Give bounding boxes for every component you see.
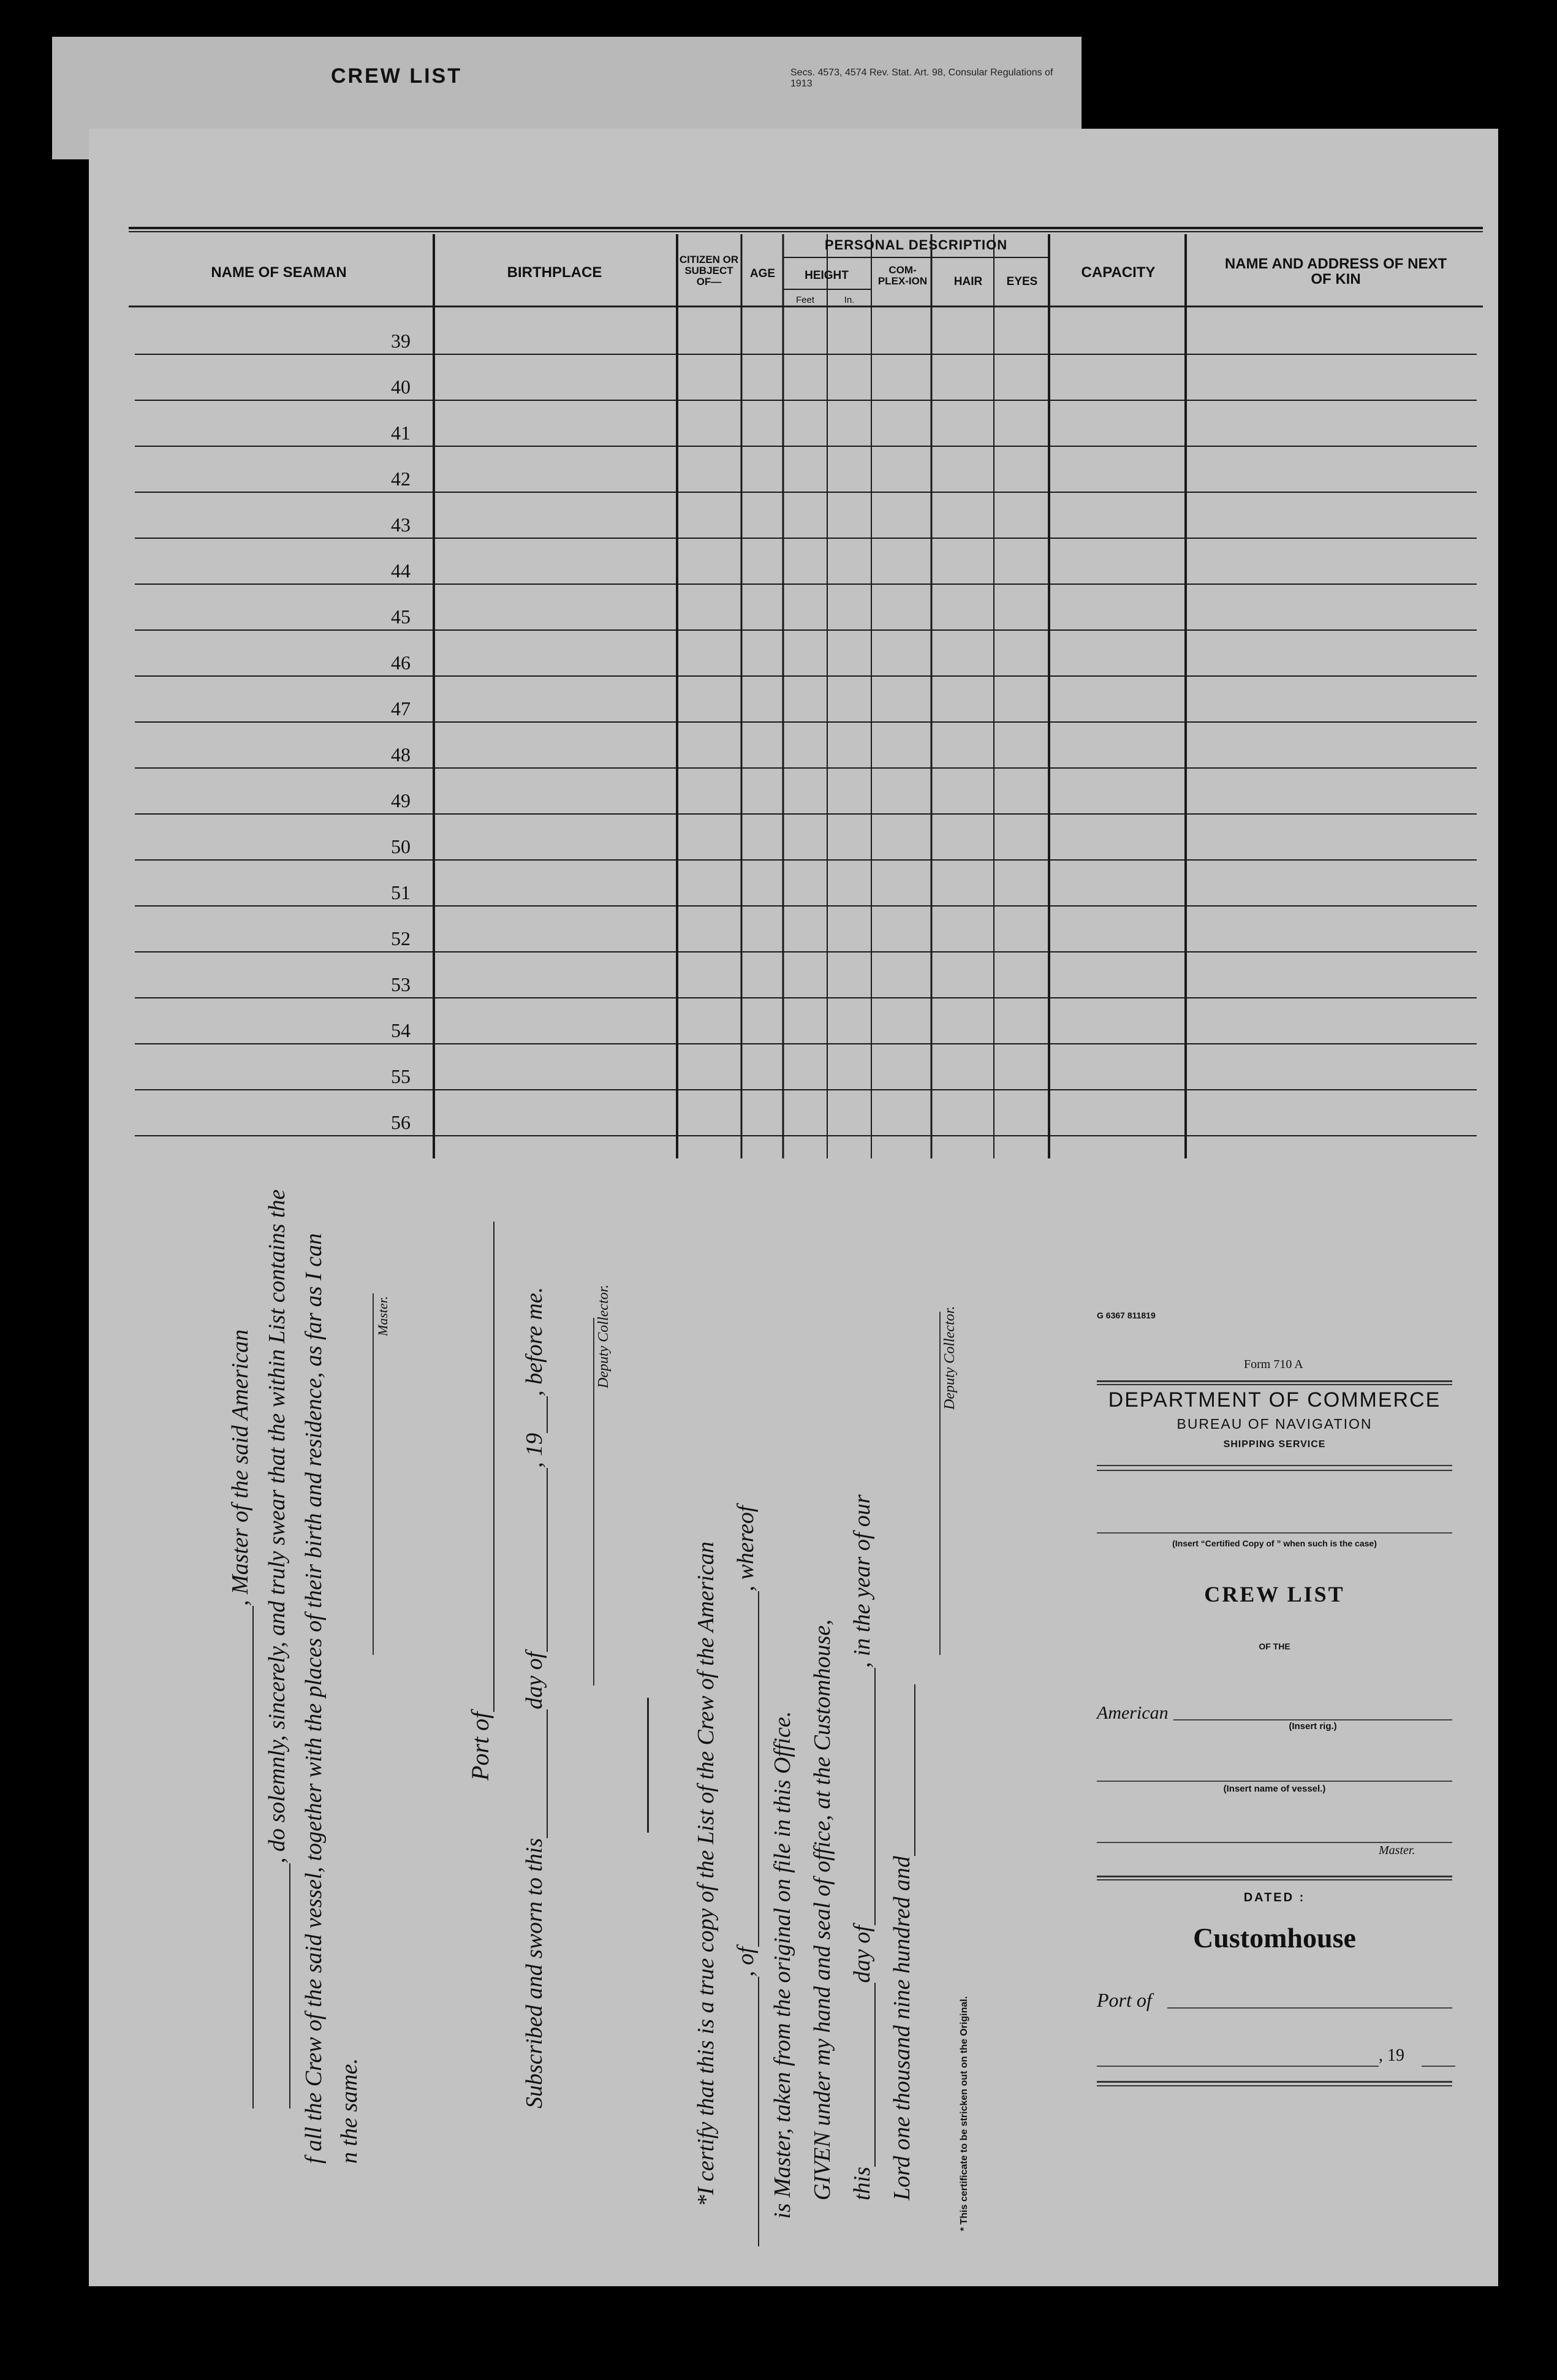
row-number: 46 bbox=[391, 652, 411, 674]
rule-top-2 bbox=[1097, 1384, 1452, 1385]
header-height: HEIGHT bbox=[805, 269, 849, 282]
subscribed-line: Subscribed and sworn to thisday of, 19, before me. bbox=[521, 1287, 547, 2108]
rule-bottom-2 bbox=[1097, 2085, 1452, 2086]
american-label: American bbox=[1097, 1703, 1169, 1723]
insert-certified-note: (Insert “Certified Copy of ” when such is the case) bbox=[1172, 1538, 1377, 1548]
certify-line-2: is Master, taken from the original on file in this Office. bbox=[770, 1711, 795, 2219]
row-number: 49 bbox=[391, 789, 411, 812]
rule-dated-1 bbox=[1097, 1876, 1452, 1877]
row-number: 43 bbox=[391, 514, 411, 536]
section-divider bbox=[647, 1698, 649, 1833]
crew-list-title: CREW LIST bbox=[1204, 1582, 1345, 1606]
row-number: 40 bbox=[391, 376, 411, 398]
of-the-label: OF THE bbox=[1259, 1641, 1290, 1651]
row-number: 44 bbox=[391, 560, 411, 582]
rule-top-1 bbox=[1097, 1380, 1452, 1382]
service-title: SHIPPING SERVICE bbox=[1223, 1439, 1326, 1450]
print-code: G 6367 811819 bbox=[1097, 1310, 1156, 1320]
header-inches: In. bbox=[844, 295, 855, 305]
rule-bottom-1 bbox=[1097, 2081, 1452, 2083]
header-complexion: COM-PLEX-ION bbox=[877, 264, 928, 287]
header-name-of-seaman: NAME OF SEAMAN bbox=[211, 264, 347, 281]
row-number: 50 bbox=[391, 835, 411, 857]
certify-deputy-signature-line bbox=[939, 1312, 941, 1655]
row-number: 52 bbox=[391, 927, 411, 949]
department-title: DEPARTMENT OF COMMERCE bbox=[1108, 1388, 1441, 1412]
row-number: 53 bbox=[391, 973, 411, 995]
year-19-label: , 19 bbox=[1379, 2046, 1404, 2065]
header-personal-description: PERSONAL DESCRIPTION bbox=[824, 237, 1008, 253]
deputy-collector-label: Deputy Collector. bbox=[596, 1284, 612, 1388]
port-of-label-cover: Port of bbox=[1097, 1989, 1152, 2011]
row-number: 47 bbox=[391, 698, 411, 720]
row-number: 42 bbox=[391, 468, 411, 490]
date-field[interactable] bbox=[1097, 2066, 1379, 2067]
rule-dated-2 bbox=[1097, 1879, 1452, 1880]
oath-line-4: n the same. bbox=[336, 2058, 362, 2164]
certified-copy-field[interactable] bbox=[1097, 1532, 1452, 1534]
rig-field[interactable] bbox=[1173, 1719, 1452, 1720]
tab-title: CREW LIST bbox=[331, 64, 462, 88]
header-eyes: EYES bbox=[1006, 275, 1038, 288]
certify-line-1: *I certify that this is a true copy of the List of the Crew of the American bbox=[693, 1542, 719, 2207]
bureau-title: BUREAU OF NAVIGATION bbox=[1176, 1416, 1373, 1432]
row-number: 41 bbox=[391, 422, 411, 444]
row-number: 55 bbox=[391, 1065, 411, 1087]
row-number: 39 bbox=[391, 330, 411, 352]
header-birthplace: BIRTHPLACE bbox=[507, 264, 602, 281]
header-age: AGE bbox=[749, 267, 776, 280]
form-number: Form 710 A bbox=[1244, 1358, 1303, 1371]
row-number: 45 bbox=[391, 606, 411, 628]
vessel-name-field[interactable] bbox=[1097, 1781, 1452, 1782]
certify-deputy-collector-label: Deputy Collector. bbox=[942, 1306, 958, 1410]
port-field[interactable] bbox=[1167, 2007, 1452, 2009]
certify-footnote: * This certificate to be stricken out on the Original. bbox=[959, 1996, 969, 2231]
oath-line-1: , Master of the said American bbox=[227, 1329, 254, 2108]
header-capacity: CAPACITY bbox=[1081, 264, 1156, 281]
deputy-signature-line bbox=[593, 1318, 594, 1686]
master-label-cover: Master. bbox=[1379, 1844, 1415, 1857]
master-label: Master. bbox=[375, 1296, 390, 1336]
header-hair: HAIR bbox=[953, 275, 983, 288]
port-of-line: Port of bbox=[466, 1222, 494, 1781]
oath-line-3: f all the Crew of the said vessel, together with the places of their birth and residence, as far as I can bbox=[301, 1233, 327, 2164]
dated-label: DATED : bbox=[1243, 1891, 1306, 1904]
year-field[interactable] bbox=[1422, 2066, 1455, 2067]
master-field[interactable] bbox=[1097, 1842, 1452, 1843]
certify-this-day: thisday of, in the year of our bbox=[849, 1494, 875, 2200]
rule-mid-2 bbox=[1097, 1470, 1452, 1471]
insert-rig-note: (Insert rig.) bbox=[1289, 1721, 1337, 1732]
master-signature-line bbox=[373, 1293, 374, 1655]
row-number: 48 bbox=[391, 743, 411, 766]
customhouse-title: Customhouse bbox=[1193, 1922, 1356, 1953]
tab-statute-note: Secs. 4573, 4574 Rev. Stat. Art. 98, Consular Regulations of 1913 bbox=[790, 67, 1053, 89]
rule-mid-1 bbox=[1097, 1465, 1452, 1466]
header-feet: Feet bbox=[795, 295, 814, 305]
header-next-of-kin: NAME AND ADDRESS OF NEXT OF KIN bbox=[1224, 256, 1447, 288]
insert-name-note: (Insert name of vessel.) bbox=[1223, 1784, 1326, 1794]
certify-line-4: Lord one thousand nine hundred and bbox=[888, 1684, 915, 2200]
row-number: 51 bbox=[391, 881, 411, 903]
header-citizen: CITIZEN OR SUBJECT OF— bbox=[679, 254, 739, 287]
row-number: 54 bbox=[391, 1019, 411, 1041]
row-number: 56 bbox=[391, 1111, 411, 1133]
certify-of-whereof: , of, whereof bbox=[732, 1505, 759, 2246]
certify-line-3: GIVEN under my hand and seal of office, at the Customhouse, bbox=[809, 1619, 835, 2200]
oath-line-2: , do solemnly, sincerely, and truly swear that the within List contains the bbox=[263, 1190, 290, 2108]
